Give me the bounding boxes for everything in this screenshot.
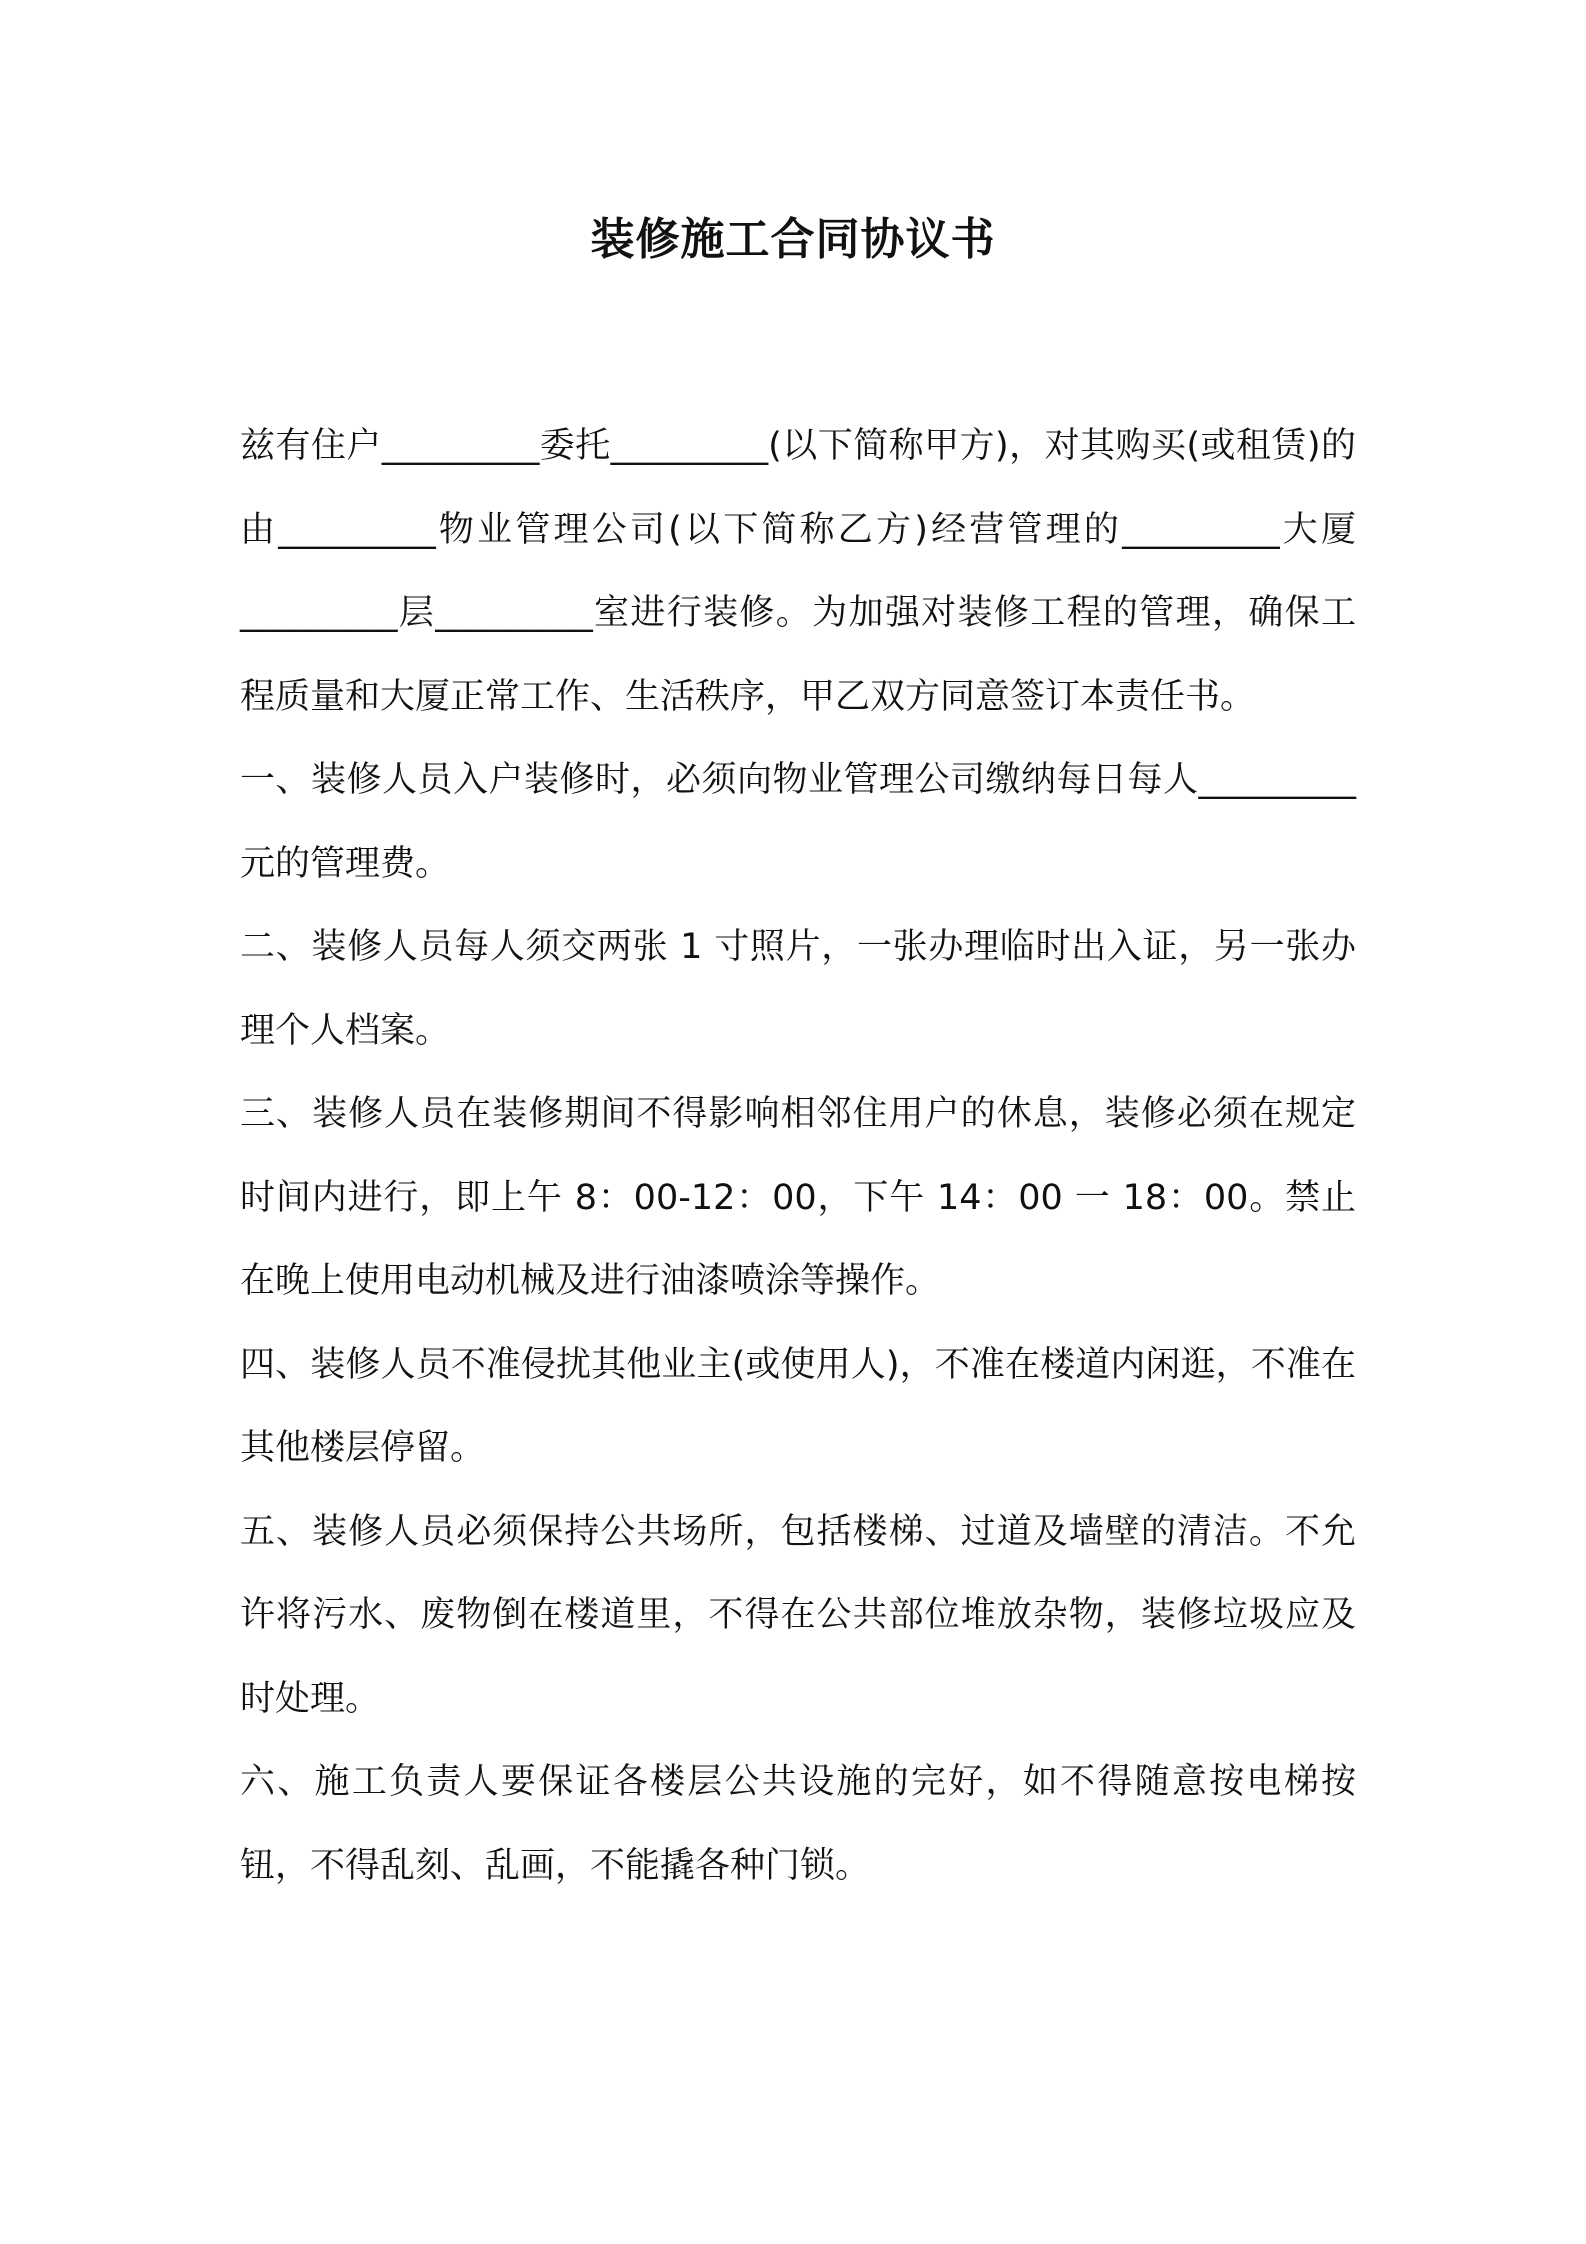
document-title: 装修施工合同协议书 <box>590 214 996 265</box>
clause-2: 二、装修人员每人须交两张 1 寸照片，一张办理临时出入证，另一张办理个人档案。 <box>240 927 1356 1051</box>
intro-paragraph: 兹有住户_________委托_________(以下简称甲方)，对其购买(或租赁)的由_________物业管理公司(以下简称乙方)经营管理的_________大厦_________层_________室进行装修。为加强对装修工程的管理，确保工程质量和大厦正常工作、生活秩序，甲乙双方同意签订本责任书。 <box>240 426 1356 717</box>
clause-1: 一、装修人员入户装修时，必须向物业管理公司缴纳每日每人_________元的管理费。 <box>240 760 1356 884</box>
clause-3: 三、装修人员在装修期间不得影响相邻住用户的休息，装修必须在规定时间内进行，即上午 8：00-12：00，下午 14：00 一 18：00。禁止在晚上使用电动机械及进行油漆喷涂等操作。 <box>240 1094 1356 1301</box>
clause-5: 五、装修人员必须保持公共场所，包括楼梯、过道及墙壁的清洁。不允许将污水、废物倒在楼道里，不得在公共部位堆放杂物，装修垃圾应及时处理。 <box>240 1511 1356 1719</box>
clause-4: 四、装修人员不准侵扰其他业主(或使用人)，不准在楼道内闲逛，不准在其他楼层停留。 <box>240 1344 1356 1468</box>
clause-6: 六、施工负责人要保证各楼层公共设施的完好，如不得随意按电梯按钮，不得乱刻、乱画，不能撬各种门锁。 <box>240 1762 1356 1886</box>
document-body <box>240 405 1356 1908</box>
